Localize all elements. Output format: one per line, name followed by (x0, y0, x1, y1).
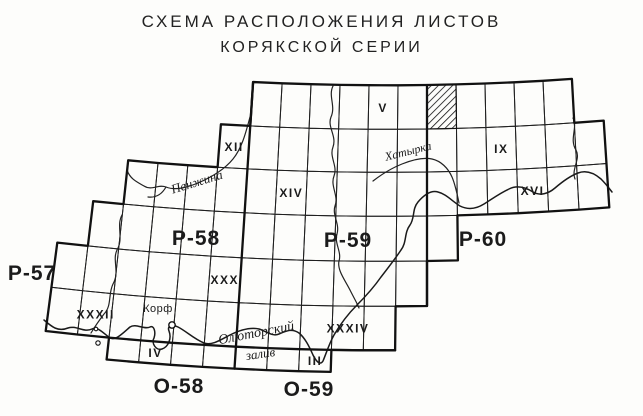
sheet-cell (273, 214, 306, 260)
million-sheet-label: Р-60 (458, 228, 508, 251)
sheet-cell (305, 171, 337, 216)
sheet-cell (396, 261, 427, 306)
million-sheet-label: О-59 (283, 378, 335, 401)
island-marker (96, 341, 100, 345)
sheet-cell (242, 213, 275, 259)
sheet-cell (545, 123, 577, 168)
million-sheet-label: Р-58 (171, 227, 221, 250)
sheet-cell (114, 249, 150, 297)
sheet-cell (145, 252, 180, 299)
geo-feature-label: Хатырка (383, 138, 433, 164)
sheet-cell (366, 172, 397, 216)
sheet-cell (337, 129, 368, 172)
geo-feature-label: Олюторский (217, 318, 296, 349)
sheet-cell (248, 126, 280, 170)
hatched-sheet-cell (427, 84, 457, 129)
sheet-cell (398, 85, 428, 129)
hatched-cell (427, 84, 457, 129)
sheet-cell (203, 345, 237, 369)
sheet-number-label: XXXII (76, 307, 115, 322)
map-title-line2: КОРЯКСКОЙ СЕРИИ (220, 39, 423, 56)
sheet-cell (333, 261, 365, 306)
sheet-cell (176, 254, 211, 301)
map-labels (8, 101, 545, 401)
million-sheet-label: О-58 (153, 375, 205, 398)
sheet-cell (107, 338, 141, 363)
sheet-cell (270, 259, 303, 305)
sheet-number-label: XXX (210, 272, 239, 287)
sheet-number-label: XVI (520, 183, 545, 198)
sheet-cell (336, 172, 367, 216)
sheet-cell (543, 79, 574, 125)
geo-feature-label: залив (244, 344, 276, 364)
million-sheet-label: Р-57 (7, 262, 57, 285)
sheet-cell (280, 83, 311, 128)
sheet-cell (514, 81, 545, 126)
sheet-cell (309, 84, 340, 129)
sheet-cell (456, 84, 486, 129)
sheet-number-label: IV (148, 346, 163, 361)
sheet-cell (427, 215, 458, 261)
map-title-line1: СХЕМА РАСПОЛОЖЕНИЯ ЛИСТОВ (141, 12, 502, 31)
sheet-cell (515, 125, 546, 170)
sheet-cell (577, 164, 610, 210)
sheet-cell (245, 169, 278, 214)
sheet-cell (364, 261, 396, 306)
sheet-number-label: IX (494, 141, 509, 156)
sheet-cell (574, 121, 606, 166)
sheet-cell (339, 85, 369, 129)
sheet-cell (119, 204, 154, 252)
sheet-number-label: XXXIV (326, 321, 370, 336)
sheet-cell (397, 172, 427, 216)
town-marker-korf (169, 322, 175, 328)
sheet-cell (83, 246, 119, 294)
million-sheet-label: Р-59 (323, 229, 373, 252)
sheet-cell (250, 82, 282, 127)
sheet-cell (302, 260, 335, 306)
river-line (330, 86, 359, 308)
sheet-cell (172, 299, 207, 345)
island-marker (94, 327, 98, 331)
sheet-number-label: V (378, 100, 388, 115)
sheet-cell (171, 343, 205, 367)
sheet-cell (277, 127, 309, 171)
sheet-number-label: III (307, 354, 323, 369)
geo-feature-label: Корф (143, 303, 173, 315)
sheet-number-label: XII (224, 140, 244, 155)
sheet-cell (485, 82, 515, 127)
sheet-number-label: XIV (279, 186, 304, 201)
sheet-cell (457, 128, 487, 172)
sheet-cell (239, 258, 273, 304)
geo-feature-label: Пенжина (169, 166, 225, 197)
river-line (148, 187, 166, 197)
